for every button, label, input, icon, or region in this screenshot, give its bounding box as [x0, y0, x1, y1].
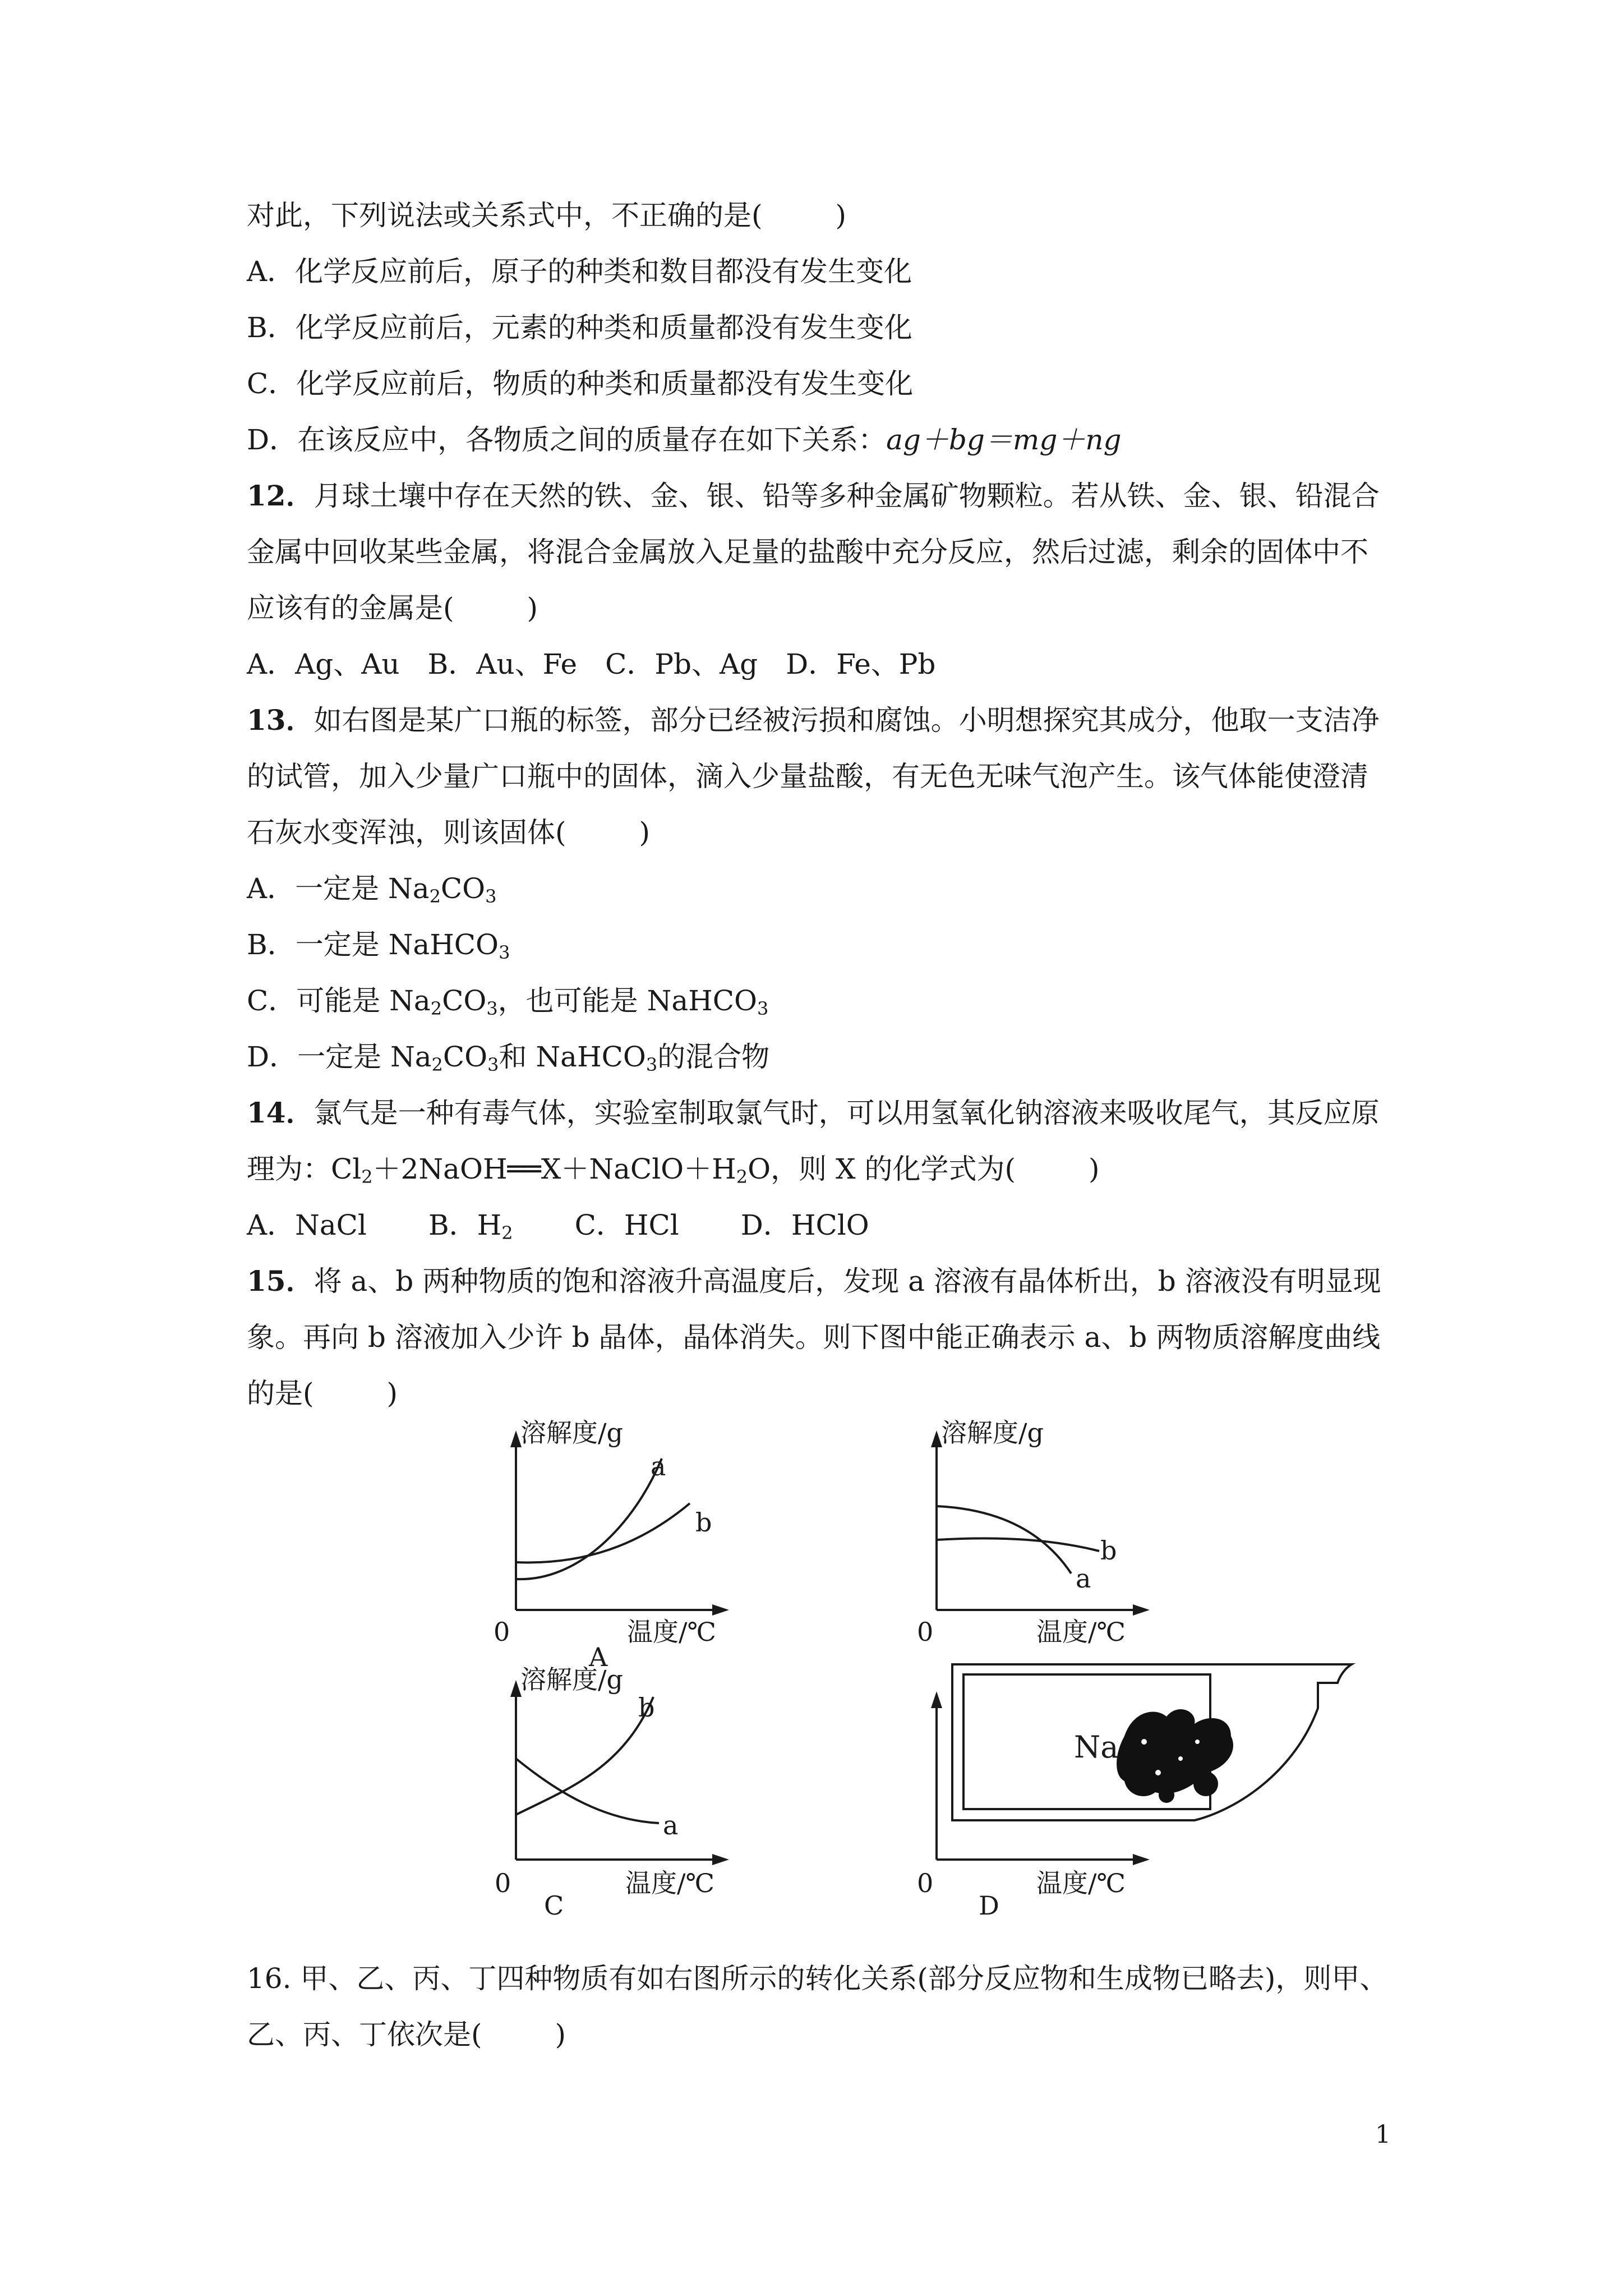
q12-number: 12． — [247, 479, 314, 512]
x-axis-label: 温度/℃ — [625, 1868, 714, 1898]
curve-a — [516, 1759, 659, 1823]
q13-option-a: A．一定是 $Na_2CO_3$ — [247, 872, 497, 907]
x-axis-arrow — [712, 1854, 729, 1865]
y-axis-arrow — [510, 1430, 522, 1447]
q16-line-2: 乙、丙、丁依次是( ) — [247, 2018, 566, 2051]
x-axis-label: 温度/℃ — [627, 1617, 716, 1647]
curve-b — [516, 1503, 690, 1562]
curve-b — [937, 1538, 1099, 1551]
q11-option-d: D．在该反应中，各物质之间的质量存在如下关系：ag＋bg＝mg＋ng — [247, 424, 1122, 456]
q14-line-2: 理为：$Cl_2+2NaOH══X+NaClO+H_2O$，则 X 的化学式为( ) — [247, 1153, 1100, 1188]
q13-option-c: C．可能是 $Na_2CO_3$，也可能是 NaHCO$_3$ — [247, 984, 769, 1019]
curve-b-label: b — [1100, 1535, 1117, 1566]
curve-a-label: a — [663, 1810, 679, 1841]
q15-line-1: 15．将 a、b 两种物质的饱和溶液升高温度后，发现 a 溶液有晶体析出，b 溶液没有明显现 — [247, 1264, 1381, 1297]
q13-line-3: 石灰水变浑浊，则该固体( ) — [247, 816, 651, 849]
page-number: 1 — [1375, 2120, 1391, 2149]
q11-option-c: C．化学反应前后，物质的种类和质量都没有发生变化 — [247, 367, 914, 400]
q14-options: A．NaCl B．$H_2$ C．HCl D．HClO — [247, 1209, 869, 1244]
q16-line-1: 16. 甲、乙、丙、丁四种物质有如右图所示的转化关系(部分反应物和生成物已略去)，则甲、 — [247, 1962, 1388, 1995]
y-axis-arrow — [510, 1680, 522, 1697]
curve-a — [516, 1458, 662, 1579]
graph-c-caption: C — [544, 1890, 564, 1921]
origin-label: 0 — [494, 1617, 510, 1647]
y-axis-arrow — [931, 1430, 942, 1447]
q12-line-2: 金属中回收某些金属，将混合金属放入足量的盐酸中充分反应，然后过滤，剩余的固体中不 — [247, 536, 1368, 568]
q15-line-3: 的是( ) — [247, 1377, 398, 1410]
solubility-graph-b — [903, 1418, 1195, 1663]
curve-b-label: b — [695, 1507, 712, 1538]
q11-option-b: B．化学反应前后，元素的种类和质量都没有发生变化 — [247, 311, 912, 344]
origin-label: 0 — [917, 1617, 934, 1647]
y-axis-arrow — [931, 1691, 942, 1708]
x-axis-arrow — [1133, 1604, 1150, 1616]
q14-line-1: 14．氯气是一种有毒气体，实验室制取氯气时，可以用氢氧化钠溶液来吸收尾气，其反应原 — [247, 1096, 1380, 1129]
stamp-na-text: Na — [1074, 1729, 1119, 1765]
y-axis-label: 溶解度/g — [520, 1664, 623, 1695]
solubility-graph-c — [482, 1664, 774, 1921]
q15-number: 15． — [247, 1264, 314, 1297]
q13-option-b: B．一定是 NaHCO$_3$ — [247, 928, 510, 963]
q11-option-a: A．化学反应前后，原子的种类和数目都没有发生变化 — [247, 255, 912, 288]
graph-a-caption: A — [589, 1642, 608, 1672]
q15-line-2: 象。再向 b 溶液加入少许 b 晶体，晶体消失。则下图中能正确表示 a、b 两物质溶解度曲线 — [247, 1321, 1381, 1354]
damaged-label-stamp — [952, 1664, 1352, 1820]
q14-number: 14． — [247, 1096, 314, 1129]
x-axis-arrow — [712, 1604, 729, 1616]
x-axis-label: 温度/℃ — [1036, 1617, 1126, 1647]
curve-a-label: a — [651, 1451, 666, 1481]
mass-relation-formula: ag＋bg＝mg＋ng — [886, 424, 1122, 456]
q12-line-3: 应该有的金属是( ) — [247, 592, 538, 624]
origin-label: 0 — [495, 1868, 511, 1898]
q13-option-d: D．一定是 $Na_2CO_3$和 NaHCO$_3$的混合物 — [247, 1041, 770, 1075]
q12-line-1: 12．月球土壤中存在天然的铁、金、银、铅等多种金属矿物颗粒。若从铁、金、银、铅混合 — [247, 479, 1380, 512]
y-axis-label: 溶解度/g — [941, 1418, 1044, 1448]
x-axis-arrow — [1133, 1854, 1150, 1865]
solubility-graph-a — [482, 1418, 774, 1672]
solubility-graph-d — [903, 1658, 1408, 1921]
q13-line-1: 13．如右图是某广口瓶的标签，部分已经被污损和腐蚀。小明想探究其成分，他取一支洁净 — [247, 703, 1380, 737]
q13-line-2: 的试管，加入少量广口瓶中的固体，滴入少量盐酸，有无色无味气泡产生。该气体能使澄清 — [247, 760, 1368, 793]
origin-label: 0 — [917, 1868, 934, 1898]
curve-a-label: a — [1076, 1563, 1091, 1594]
curve-b — [516, 1697, 653, 1815]
curve-b-label: b — [638, 1692, 655, 1723]
q11-stem: 对此，下列说法或关系式中，不正确的是( ) — [247, 199, 847, 232]
graph-d-caption: D — [979, 1890, 999, 1921]
x-axis-label: 温度/℃ — [1036, 1868, 1126, 1898]
q12-options: A．Ag、Au B．Au、Fe C．Pb、Ag D．Fe、Pb — [247, 648, 936, 680]
y-axis-label: 溶解度/g — [520, 1418, 623, 1448]
q13-number: 13． — [247, 703, 314, 737]
